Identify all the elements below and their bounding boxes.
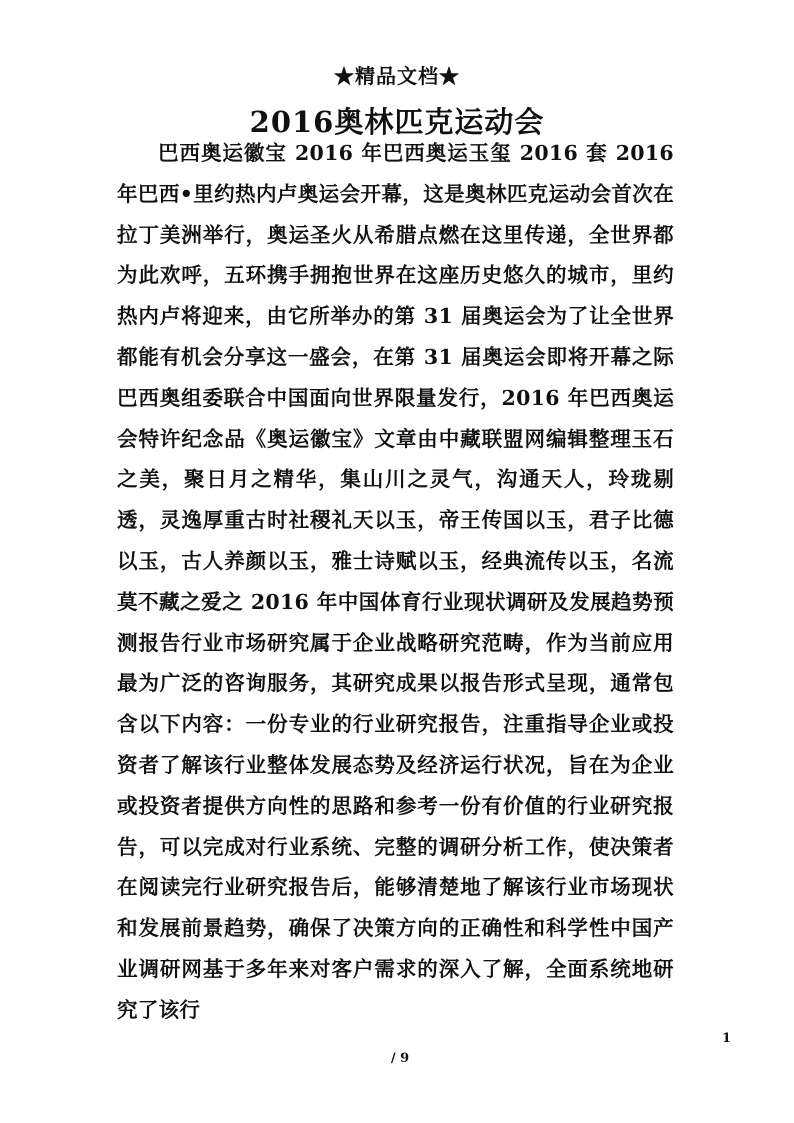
document-title: 2016奥林匹克运动会 (249, 105, 545, 139)
body-paragraph: 巴西奥运徽宝 2016 年巴西奥运玉玺 2016 套 2016 年巴西•里约热内卢奥运会开幕，这是奥林匹克运动会首次在拉丁美洲举行，奥运圣火从希腊点燃在这里传递，全世界都为此欢呼，五环携手拥抱世界在这座历史悠久的城市，里约热内卢将迎来，由它所举办的第 31 届奥运会为了让全世界都能有机会分享这一盛会，在第 31 届奥运会即将开幕之际巴西奥组委联合中国面向世界限量发行，2016 年巴西奥运会特许纪念品《奥运徽宝》文章由中藏联盟网编辑整理玉石之美，聚日月之精华，集山川之灵气，沟通天人，玲珑剔透，灵逸厚重古时社稷礼天以玉，帝王传国以玉，君子比德以玉，古人养颜以玉，雅士诗赋以玉，经典流传以玉，名流莫不藏之爱之 2016 年中国体育行业现状调研及发展趋势预测报告行业市场研究属于企业战略研究范畴，作为当前应用最为广泛的咨询服务，其研究成果以报告形式呈现，通常包含以下内容：一份专业的行业研究报告，注重指导企业或投资者了解该行业整体发展态势及经济运行状况，旨在为企业或投资者提供方向性的思路和参考一份有价值的行业研究报告，可以完成对行业系统、完整的调研分析工作，使决策者在阅读完行业研究报告后，能够清楚地了解该行业市场现状和发展前景趋势，确保了决策方向的正确性和科学性中国产业调研网基于多年来对客户需求的深入了解，全面系统地研究了该行 (117, 141, 674, 1022)
page-total: / 9 (390, 1051, 410, 1066)
page-number: 1 (722, 1031, 732, 1046)
header-mark: ★精品文档★ (334, 64, 460, 88)
